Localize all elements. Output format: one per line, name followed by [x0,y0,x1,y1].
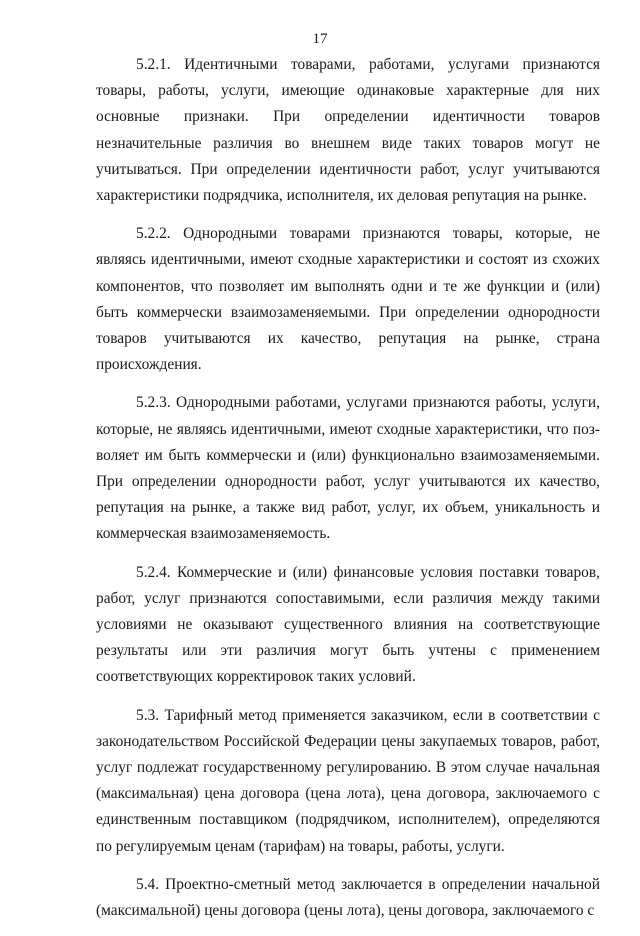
paragraph-5-2-3: 5.2.3. Однородными работами, услугами признаются работы, услуги, которые, не являясь идентичными, имеют сходные характеристики, что позволяет им быть коммерчески и (или) функционально взаимозаменяемыми. При определении однородности работ, услуг учитываются их качество, репутация на рынке, а также вид работ, услуг, их объем, уникальность и коммерческая взаимозаменяемость. [96,394,600,543]
page-number: 17 [312,31,328,47]
paragraph-5-2-2: 5.2.2. Однородными товарами признаются товары, которые, не являясь идентичными, имеют сходные характеристики и состоят из схожих компонентов, что позволяет им выполнять одни и те же функции и (или) быть коммерчески взаимозаменяемыми. При определении однородности товаров учитываются их качество, репутация на рынке, страна происхождения. [96,225,600,374]
paragraph-5-2-1: 5.2.1. Идентичными товарами, работами, услугами признаются товары, работы, услуги, имеющие одинаковые характерные для них основные признаки. При определении идентичности товаров незначительные различия во внешнем виде таких товаров могут не учитываться. При определении идентичности работ, услуг учитываются характеристики подрядчика, исполнителя, их деловая репутация на рынке. [96,56,600,205]
paragraph-5-3: 5.3. Тарифный метод применяется заказчиком, если в соответствии с законодательством Российской Федерации цены закупаемых товаров, работ, услуг подлежат государственному регулированию. В этом случае начальная (максимальная) цена договора (цена лота), цена договора, заключаемого с единственным поставщиком (подрядчиком, исполнителем), определяются по регулируемым ценам (тарифам) на товары, работы, услуги. [96,706,600,855]
page-body [96,52,600,936]
paragraph-5-2-4: 5.2.4. Коммерческие и (или) финансовые условия поставки товаров, работ, услуг признаются сопоставимыми, если различия между такими условиями не оказывают существенного влияния на соответствующие результаты или эти различия могут быть учтены с применением соответствующих корректировок таких условий. [96,563,600,686]
paragraph-5-4: 5.4. Проектно-сметный метод заключается в определении начальной (максимальной) цены договора (цены лота), цены договора, заключаемого с [96,875,600,920]
